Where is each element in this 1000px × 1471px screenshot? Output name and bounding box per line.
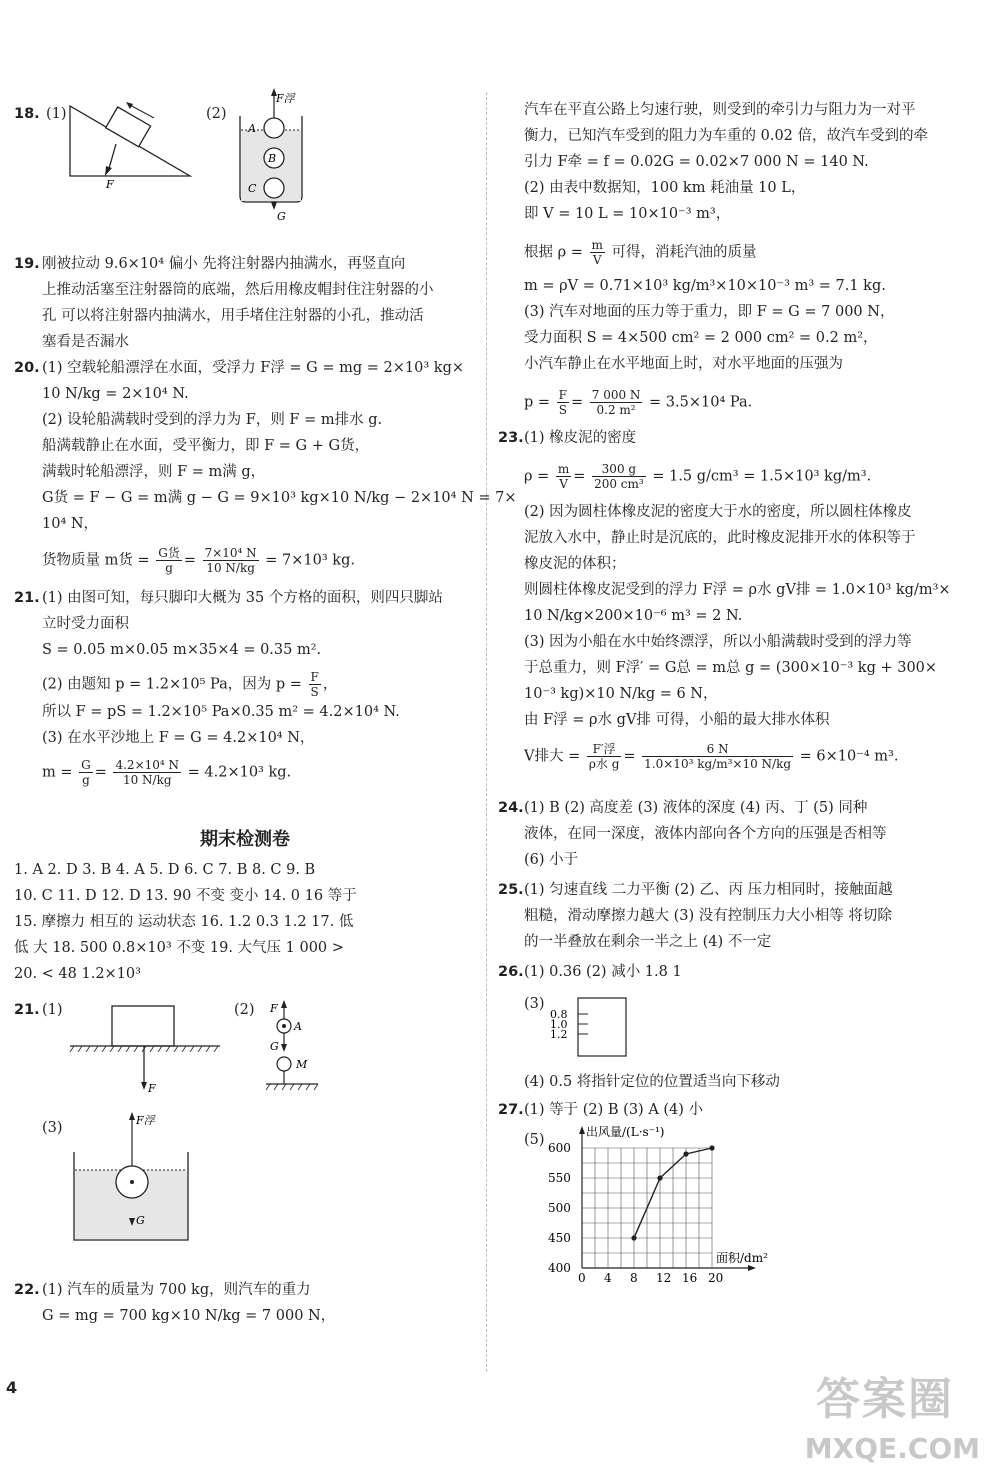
q22-cont2-line-1: m = ρV = 0.71×10³ kg/m³×10×10⁻³ m³ = 7.1 kg. bbox=[524, 278, 886, 294]
q20-cargo-mass-pre: 货物质量 m货 = bbox=[42, 552, 150, 569]
q23-number: 23. bbox=[498, 430, 524, 446]
q22-p-frac-2 bbox=[590, 388, 643, 417]
q21-mass: m = $\frac{G}{g}$ = $\frac{\text{4.2×10⁴ N}}{10 N/kg}$ = 4.2×10³ kg. bbox=[42, 758, 292, 787]
q22-cont-line-3: 引力 F牵 = f = 0.02G = 0.02×7 000 N = 140 N. bbox=[524, 154, 869, 170]
answers-line-4: 低 大 18. 500 0.8×10³ 不变 19. 大气压 1 000 > bbox=[14, 940, 344, 956]
q24-number: 24. bbox=[498, 800, 524, 816]
x-axis-label: 面积/dm² bbox=[716, 1251, 768, 1265]
q23-line-8: 于总重力，则 F浮′ = G总 = m总 g = (300×10⁻³ kg + 300× bbox=[524, 660, 938, 676]
column-divider bbox=[486, 92, 487, 1372]
q21-mass-frac-2-den: 10 N/kg bbox=[122, 773, 172, 787]
q24-line-1: (1) B (2) 高度差 (3) 液体的深度 (4) 丙、丁 (5) 同种 bbox=[524, 800, 868, 816]
q21-frac bbox=[309, 670, 321, 699]
final-q21-block-diagram bbox=[70, 1000, 230, 1095]
q27-line-chart bbox=[548, 1125, 808, 1288]
q18-incline-diagram bbox=[66, 96, 206, 191]
q23-rho-den-1: V bbox=[559, 477, 568, 491]
q21-line-2: 立时受力面积 bbox=[42, 616, 129, 632]
q23-vmax-frac-1 bbox=[587, 742, 622, 771]
q23-rho-frac-2 bbox=[592, 462, 646, 491]
q22-rho-line bbox=[524, 238, 757, 267]
q21-mass-frac-1 bbox=[79, 758, 93, 787]
q23-rho-frac-1 bbox=[556, 462, 571, 491]
q26-number: 26. bbox=[498, 964, 524, 980]
q26-tick-3: 1.2 bbox=[550, 1028, 568, 1041]
q22-p-num-1: F bbox=[558, 388, 567, 402]
q23-line-3: 泥放入水中，静止时是沉底的，此时橡皮泥排开水的体积等于 bbox=[524, 530, 916, 546]
q18-a-label: A bbox=[248, 122, 256, 135]
q20-frac-1 bbox=[156, 546, 182, 575]
watermark-url: MXQE.COM bbox=[804, 1432, 980, 1465]
q23-rho-line: ρ = $\frac{m}{V}$ = $\frac{300 g}{\text{200 cm³}}$ = 1.5 g/cm³ = 1.5×10³ kg/m³. bbox=[524, 462, 872, 491]
q21-mass-frac-2-num: 4.2×10⁴ N bbox=[115, 758, 180, 772]
q20-line-1: (1) 空载轮船漂浮在水面，受浮力 F浮 = G = mg = 2×10³ kg× bbox=[42, 360, 464, 376]
q18-g-label: G bbox=[277, 210, 286, 223]
q22-rho-pre: 根据 ρ = bbox=[524, 244, 583, 261]
q23-rho-num-1: m bbox=[557, 462, 570, 476]
final-q21-number: 21. bbox=[14, 1002, 40, 1018]
q25-line-1: (1) 匀速直线 二力平衡 (2) 乙、丙 压力相同时，接触面越 bbox=[524, 882, 893, 898]
x-tick-label: 12 bbox=[656, 1271, 672, 1285]
q22-rho-den: V bbox=[592, 253, 602, 267]
q21-line-4-text: (2) 由题知 p = 1.2×10⁵ Pa，因为 p = bbox=[42, 676, 302, 693]
q23-vmax-frac-2 bbox=[642, 742, 793, 771]
q18-c-label: C bbox=[248, 182, 257, 195]
q24-line-3: (6) 小于 bbox=[524, 852, 579, 868]
q22-p-den-1: S bbox=[558, 403, 567, 417]
q20-line-6: G货 = F − G = m满 g − G = 9×10³ kg×10 N/kg − 2×10⁴ N = 7× bbox=[42, 490, 517, 506]
y-axis-label: 出风量/(L·s⁻¹) bbox=[586, 1125, 665, 1139]
q26-scale-diagram bbox=[548, 994, 638, 1064]
q22-number: 22. bbox=[14, 1282, 40, 1298]
q19-line-3: 孔 可以将注射器内抽满水，用手堵住注射器的小孔，推动活 bbox=[42, 308, 424, 324]
section-title: 期末检测卷 bbox=[200, 829, 290, 850]
q23-line-9: 10⁻³ kg)×10 N/kg = 6 N， bbox=[524, 686, 718, 702]
q24-line-2: 液体，在同一深度，液体内部向各个方向的压强是否相等 bbox=[524, 826, 887, 842]
q23-line-7: (3) 因为小船在水中始终漂浮，所以小船满载时受到的浮力等 bbox=[524, 634, 912, 650]
q22-cont2-line-2: (3) 汽车对地面的压力等于重力，即 F = G = 7 000 N， bbox=[524, 304, 895, 320]
q21-mass-frac-1-den: g bbox=[82, 773, 90, 787]
q23-line-10: 由 F浮 = ρ水 gV排 可得，小船的最大排水体积 bbox=[524, 712, 830, 728]
q21-frac-post: ， bbox=[322, 676, 338, 693]
q27-number: 27. bbox=[498, 1102, 524, 1118]
final-q21-buoyancy-diagram bbox=[70, 1112, 210, 1252]
q22-rho-num: m bbox=[591, 238, 603, 252]
q26-line-1: (1) 0.36 (2) 减小 1.8 1 bbox=[524, 964, 682, 980]
q21-mass-frac-1-num: G bbox=[81, 758, 91, 772]
q22-line-2: G = mg = 700 kg×10 N/kg = 7 000 N， bbox=[42, 1308, 336, 1324]
q20-frac-2-den: 10 N/kg bbox=[206, 561, 255, 575]
final-q21-part1: (1) bbox=[42, 1002, 63, 1018]
answers-line-2: 10. C 11. D 12. D 13. 90 不变 变小 14. 0 16 等于 bbox=[14, 888, 357, 904]
q21-mass-frac-2 bbox=[113, 758, 181, 787]
data-point bbox=[631, 1235, 636, 1240]
q23-vmax-num-1: F′浮 bbox=[587, 742, 622, 757]
x-tick-label: 0 bbox=[578, 1271, 586, 1285]
q21-frac-den: S bbox=[310, 685, 319, 699]
final-q21-part3: (3) bbox=[42, 1120, 63, 1136]
q22-p-frac-1 bbox=[557, 388, 569, 417]
q23-vmax-post: = 6×10⁻⁴ m³. bbox=[799, 748, 899, 765]
q22-p-post: = 3.5×10⁴ Pa. bbox=[649, 394, 753, 411]
q26-part3: (3) bbox=[524, 996, 545, 1012]
x-tick-label: 16 bbox=[682, 1271, 698, 1285]
q26-tick-1: 0.8 bbox=[550, 1008, 568, 1021]
final-q21-part2: (2) bbox=[234, 1002, 255, 1018]
final-q21-f2-label: F bbox=[270, 1002, 278, 1015]
q18-ffu-label: F浮 bbox=[276, 92, 295, 105]
q20-line-4: 船满载静止在水面，受平衡力，即 F = G + G货， bbox=[42, 438, 370, 454]
answers-line-3: 15. 摩擦力 相互的 运动状态 16. 1.2 0.3 1.2 17. 低 bbox=[14, 914, 354, 930]
q25-number: 25. bbox=[498, 882, 524, 898]
q18-b-label: B bbox=[268, 152, 277, 165]
y-tick-label: 550 bbox=[548, 1171, 571, 1185]
data-point bbox=[709, 1145, 714, 1150]
q20-line-5: 满载时轮船漂浮，则 F = m满 g， bbox=[42, 464, 266, 480]
q22-cont2-line-3: 受力面积 S = 4×500 cm² = 2 000 cm² = 0.2 m²， bbox=[524, 330, 878, 346]
q22-cont-line-5: 即 V = 10 L = 10×10⁻³ m³， bbox=[524, 206, 731, 222]
data-point bbox=[657, 1175, 662, 1180]
q22-rho-frac bbox=[590, 238, 605, 267]
q23-line-5: 则圆柱体橡皮泥受到的浮力 F浮 = ρ水 gV排 = 1.0×10³ kg/m³× bbox=[524, 582, 951, 598]
q18-part2-label: (2) bbox=[206, 106, 227, 122]
q21-frac-num: F bbox=[310, 670, 319, 684]
page-number: 4 bbox=[6, 1378, 18, 1397]
watermark-logo: 答案圈 bbox=[816, 1374, 954, 1425]
q22-line-1: (1) 汽车的质量为 700 kg，则汽车的重力 bbox=[42, 1282, 311, 1298]
final-q21-magnet-diagram bbox=[262, 1000, 342, 1100]
final-q21-g-label: G bbox=[270, 1040, 279, 1053]
q21-number: 21. bbox=[14, 590, 40, 606]
q21-line-1: (1) 由图可知，每只脚印大概为 35 个方格的面积，则四只脚站 bbox=[42, 590, 443, 606]
q23-vmax-pre: V排大 = bbox=[524, 748, 581, 765]
q25-line-2: 粗糙，滑动摩擦力越大 (3) 没有控制压力大小相等 将切除 bbox=[524, 908, 892, 924]
q22-cont-line-1: 汽车在平直公路上匀速行驶，则受到的牵引力与阻力为一对平 bbox=[524, 102, 916, 118]
x-axis-arrow bbox=[748, 1265, 756, 1271]
q22-cont-line-2: 衡力，已知汽车受到的阻力为车重的 0.02 倍，故汽车受到的牵 bbox=[524, 128, 929, 144]
final-q21-f-label: F bbox=[148, 1082, 156, 1095]
q20-cargo-mass-post: = 7×10³ kg. bbox=[265, 552, 355, 569]
q18-part1-label: (1) bbox=[46, 106, 67, 122]
q26-line-2: (4) 0.5 将指针定位的位置适当向下移动 bbox=[524, 1074, 780, 1090]
q23-vmax-line: V排大 = $\frac{\text{F′浮}}{\text{ρ水 g}}$ = $\frac{6 N}{\text{1.0×10³ kg/m³×10 N/kg}}$ = 6×10⁻⁴ m³. bbox=[524, 742, 899, 771]
x-tick-label: 20 bbox=[708, 1271, 724, 1285]
q20-line-2: 10 N/kg = 2×10⁴ N. bbox=[42, 386, 189, 402]
q23-vmax-den-1: ρ水 g bbox=[588, 757, 620, 771]
x-tick-label: 8 bbox=[630, 1271, 638, 1285]
data-point bbox=[683, 1151, 688, 1156]
final-q21-a-label: A bbox=[294, 1020, 302, 1033]
q23-rho-num-2: 300 g bbox=[592, 462, 646, 477]
q22-cont-line-4: (2) 由表中数据知，100 km 耗油量 10 L， bbox=[524, 180, 806, 196]
y-axis-arrow bbox=[579, 1126, 585, 1134]
q18-float-diagram bbox=[236, 88, 306, 228]
q21-mass-pre: m = bbox=[42, 764, 73, 781]
q20-line-3: (2) 设轮船满载时受到的浮力为 F，则 F = m排水 g. bbox=[42, 412, 383, 428]
final-q21-m-label: M bbox=[296, 1058, 308, 1071]
q18-f-label: F bbox=[106, 178, 114, 191]
q27-line-1: (1) 等于 (2) B (3) A (4) 小 bbox=[524, 1102, 704, 1118]
q21-line-3: S = 0.05 m×0.05 m×35×4 = 0.35 m². bbox=[42, 642, 322, 658]
q20-line-7: 10⁴ N， bbox=[42, 516, 99, 532]
final-q21-ffu-label: F浮 bbox=[136, 1114, 155, 1127]
q20-frac-2 bbox=[203, 546, 259, 575]
q19-line-1: 刚被拉动 9.6×10⁴ 偏小 先将注射器内抽满水，再竖直向 bbox=[42, 256, 406, 272]
q22-rho-post: 可得，消耗汽油的质量 bbox=[611, 244, 757, 261]
q21-line-4 bbox=[42, 670, 337, 699]
q27-part5: (5) bbox=[524, 1132, 545, 1148]
q23-rho-post: = 1.5 g/cm³ = 1.5×10³ kg/m³. bbox=[652, 468, 872, 485]
q20-frac-2-num: 7×10⁴ N bbox=[204, 546, 257, 560]
q23-rho-den-2: 200 cm³ bbox=[594, 477, 644, 491]
q23-vmax-num-2: 6 N bbox=[642, 742, 793, 757]
q22-p-pre: p = bbox=[524, 394, 551, 411]
answers-line-1: 1. A 2. D 3. B 4. A 5. D 6. C 7. B 8. C 9. B bbox=[14, 862, 316, 878]
q23-vmax-den-2: 1.0×10³ kg/m³×10 N/kg bbox=[644, 757, 792, 771]
q22-pressure-line: p = $\frac{F}{S}$ = $\frac{7 000 N}{\text{0.2 m²}}$ = 3.5×10⁴ Pa. bbox=[524, 388, 753, 417]
final-q21-g2-label: G bbox=[136, 1214, 145, 1227]
q18-number: 18. bbox=[14, 106, 40, 122]
q23-line-2: (2) 因为圆柱体橡皮泥的密度大于水的密度，所以圆柱体橡皮 bbox=[524, 504, 912, 520]
q22-p-den-2: 0.2 m² bbox=[596, 403, 636, 417]
q19-line-4: 塞看是否漏水 bbox=[42, 334, 129, 350]
q19-line-2: 上推动活塞至注射器筒的底端，然后用橡皮帽封住注射器的小 bbox=[42, 282, 434, 298]
q20-number: 20. bbox=[14, 360, 40, 376]
x-tick-label: 4 bbox=[604, 1271, 612, 1285]
q21-mass-post: = 4.2×10³ kg. bbox=[187, 764, 292, 781]
q21-line-6: (3) 在水平沙地上 F = G = 4.2×10⁴ N， bbox=[42, 730, 315, 746]
q23-line-4: 橡皮泥的体积； bbox=[524, 556, 626, 572]
q21-line-5: 所以 F = pS = 1.2×10⁵ Pa×0.35 m² = 4.2×10⁴ N. bbox=[42, 704, 400, 720]
q23-line-6: 10 N/kg×200×10⁻⁶ m³ = 2 N. bbox=[524, 608, 743, 624]
q19-number: 19. bbox=[14, 256, 40, 272]
q20-cargo-mass: 货物质量 m货 = $\frac{\text{G货}}{g}$ = $\frac{\text{7×10⁴ N}}{10 N/kg}$ = 7×10³ kg. bbox=[42, 546, 355, 575]
y-tick-label: 450 bbox=[548, 1231, 571, 1245]
q20-frac-1-den: g bbox=[165, 561, 173, 575]
q23-rho-pre: ρ = bbox=[524, 468, 550, 485]
q25-line-3: 的一半叠放在剩余一半之上 (4) 不一定 bbox=[524, 934, 772, 950]
answers-line-5: 20. < 48 1.2×10³ bbox=[14, 966, 141, 982]
q23-line-1: (1) 橡皮泥的密度 bbox=[524, 430, 637, 446]
q22-p-num-2: 7 000 N bbox=[591, 388, 641, 402]
q26-tick-2: 1.0 bbox=[550, 1018, 568, 1031]
y-tick-label: 600 bbox=[548, 1141, 571, 1155]
y-tick-label: 400 bbox=[548, 1261, 571, 1275]
q22-cont2-line-4: 小汽车静止在水平地面上时，对水平地面的压强为 bbox=[524, 356, 843, 372]
y-tick-label: 500 bbox=[548, 1201, 571, 1215]
q20-frac-1-num: G货 bbox=[158, 546, 180, 560]
